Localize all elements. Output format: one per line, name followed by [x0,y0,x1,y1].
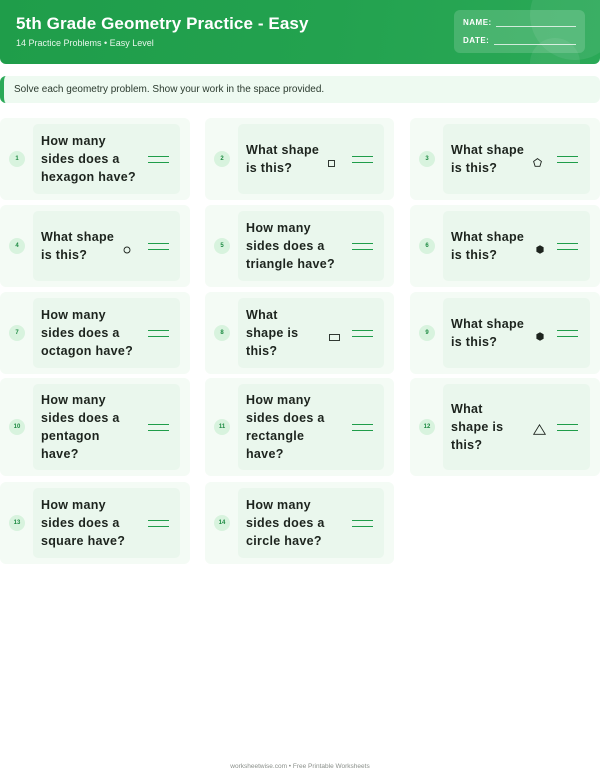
problem-number: 9 [419,325,435,341]
problem-number: 13 [9,515,25,531]
name-label: NAME: [463,18,492,27]
question-line: is this? [246,161,293,175]
answer-blank[interactable] [557,243,578,250]
problem-number: 6 [419,238,435,254]
question-text [246,141,319,177]
answer-blank[interactable] [557,156,578,163]
worksheet-header [0,0,600,64]
question-line: have? [41,447,79,461]
answer-blank[interactable] [352,424,373,431]
instructions-banner: Solve each geometry problem. Show your work in the space provided. [0,76,600,103]
question-text [41,132,136,186]
problem-number: 10 [9,419,25,435]
question-line: is this? [451,161,498,175]
question-line: sides does a [41,516,120,530]
question-text [246,306,298,360]
page-subtitle: 14 Practice Problems • Easy Level [16,38,154,48]
name-date-box [454,10,585,53]
problem-number: 14 [214,515,230,531]
page-title: 5th Grade Geometry Practice - Easy [16,14,309,33]
hexagon-icon [536,328,544,346]
answer-blank[interactable] [557,424,578,431]
question-line: What [451,402,483,416]
problem-number: 2 [214,151,230,167]
footer-credit: worksheetwise.com • Free Printable Worksheets [230,763,370,770]
question-text [246,391,325,463]
question-line: How many [246,498,311,512]
question-line: is this? [41,248,88,262]
question-line: What shape [451,317,525,331]
hexagon-icon [536,241,544,259]
question-text [41,496,125,550]
question-line: What shape [451,230,525,244]
name-field[interactable] [496,26,576,27]
answer-blank[interactable] [148,156,169,163]
question-line: square have? [41,534,126,548]
answer-blank[interactable] [557,330,578,337]
answer-blank[interactable] [148,243,169,250]
question-line: sides does a [41,411,120,425]
problem-number: 12 [419,419,435,435]
question-text [451,400,503,454]
question-line: sides does a [41,326,120,340]
question-line: circle have? [246,534,322,548]
answer-blank[interactable] [352,156,373,163]
question-line: shape is [246,326,299,340]
question-text [451,141,524,177]
problem-number: 5 [214,238,230,254]
question-line: How many [246,393,311,407]
date-label: DATE: [463,36,490,45]
question-line: shape is [451,420,504,434]
problem-number: 8 [214,325,230,341]
question-text [41,228,114,264]
question-line: What shape [451,143,525,157]
question-line: have? [246,447,284,461]
answer-blank[interactable] [352,243,373,250]
question-line: What [246,308,278,322]
rectangle-icon [329,328,340,346]
question-text [41,391,120,463]
answer-blank[interactable] [148,330,169,337]
question-line: How many [41,498,106,512]
question-line: What shape [246,143,320,157]
pentagon-icon [533,154,542,172]
problem-number: 1 [9,151,25,167]
question-text [246,496,325,550]
question-line: How many [41,393,106,407]
question-line: sides does a [246,239,325,253]
question-line: sides does a [246,516,325,530]
question-line: How many [246,221,311,235]
question-line: What shape [41,230,115,244]
question-line: octagon have? [41,344,134,358]
question-text [41,306,133,360]
problem-number: 4 [9,238,25,254]
question-text [451,315,524,351]
question-line: is this? [451,335,498,349]
question-text [451,228,524,264]
square-icon [328,154,335,172]
question-line: triangle have? [246,257,335,271]
question-line: this? [451,438,483,452]
question-line: sides does a [246,411,325,425]
date-field[interactable] [494,44,576,45]
answer-blank[interactable] [148,520,169,527]
answer-blank[interactable] [352,520,373,527]
question-line: pentagon [41,429,100,443]
question-line: this? [246,344,278,358]
question-line: is this? [451,248,498,262]
question-line: hexagon have? [41,170,136,184]
triangle-icon [533,422,546,440]
question-line: How many [41,134,106,148]
circle-icon [123,241,131,259]
question-line: How many [41,308,106,322]
answer-blank[interactable] [148,424,169,431]
question-text [246,219,335,273]
question-line: sides does a [41,152,120,166]
problem-number: 7 [9,325,25,341]
answer-blank[interactable] [352,330,373,337]
question-line: rectangle [246,429,305,443]
problem-number: 3 [419,151,435,167]
problem-number: 11 [214,419,230,435]
